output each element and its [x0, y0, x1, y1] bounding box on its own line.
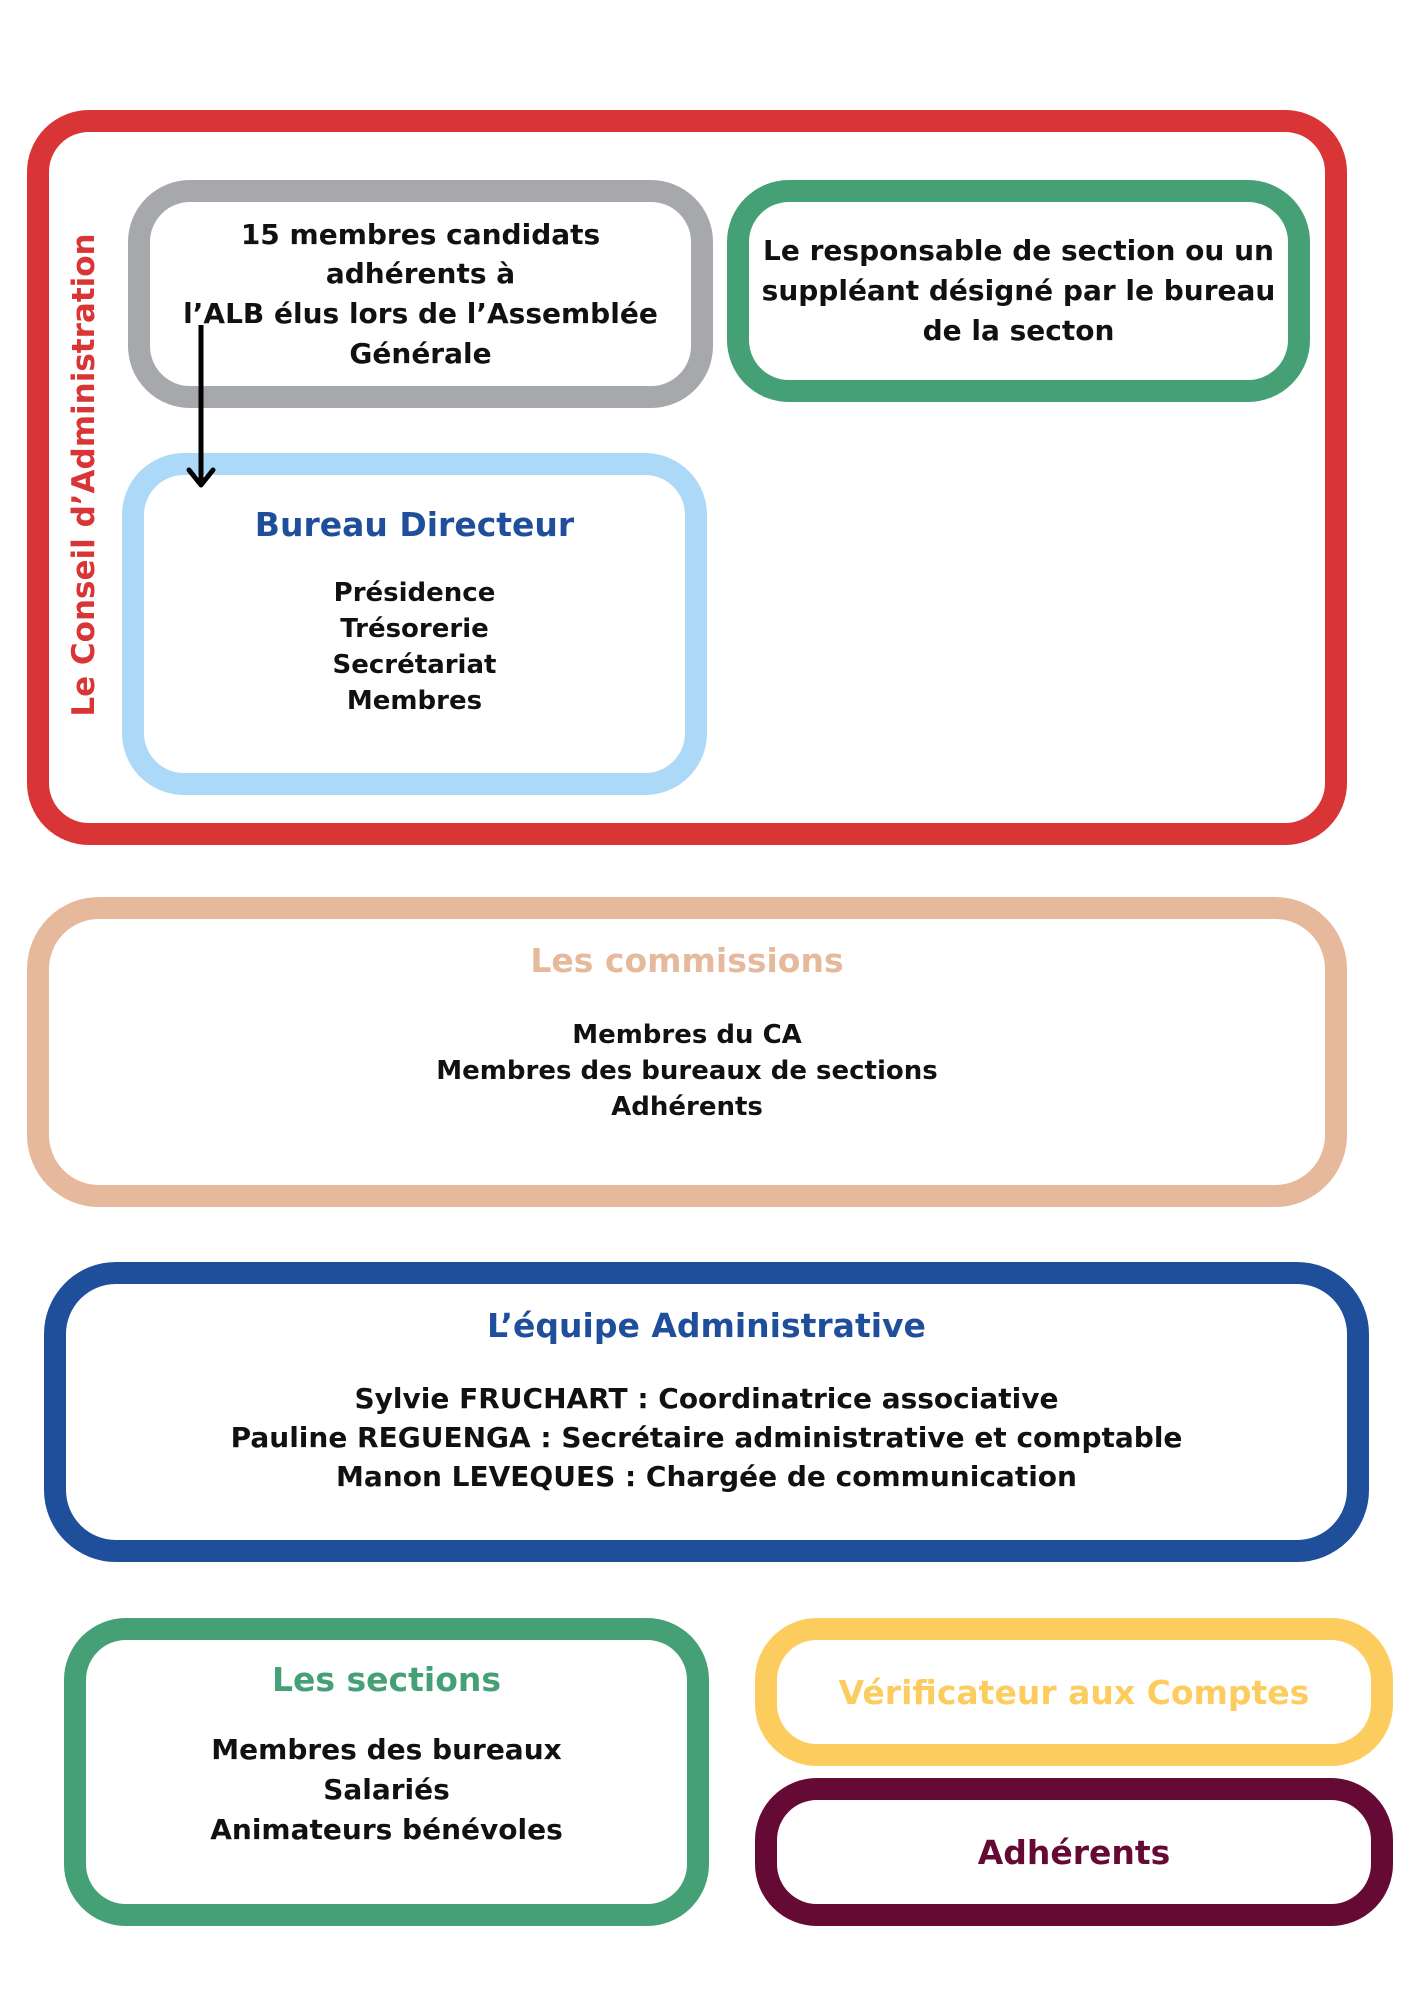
sections-item: Salariés	[323, 1773, 450, 1806]
bureau-item: Membres	[346, 686, 483, 716]
section-representative-line: Le responsable de section ou un	[763, 234, 1274, 268]
bureau-item: Présidence	[333, 578, 496, 608]
staff-member: Sylvie FRUCHART : Coordinatrice associative	[354, 1382, 1059, 1415]
section-representative-line: de la secton	[922, 313, 1115, 347]
section-representative-line: suppléant désigné par le bureau	[761, 274, 1276, 308]
commissions-box	[27, 897, 1347, 1207]
adherents-box	[755, 1778, 1393, 1926]
adherents-title: Adhérents	[977, 1832, 1171, 1872]
bureau-item: Secrétariat	[332, 650, 497, 680]
arrow-down-icon	[186, 325, 216, 490]
elected-members-line: Générale	[349, 336, 492, 370]
verificateur-box	[755, 1618, 1393, 1766]
commissions-item: Membres des bureaux de sections	[436, 1056, 938, 1086]
sections-item: Membres des bureaux	[211, 1733, 562, 1766]
bureau-directeur-title: Bureau Directeur	[254, 505, 575, 544]
sections-title: Les sections	[271, 1660, 502, 1699]
equipe-administrative-title: L’équipe Administrative	[487, 1306, 926, 1345]
commissions-list	[49, 1017, 1325, 1125]
staff-member: Manon LEVEQUES : Chargée de communication	[336, 1460, 1077, 1493]
commissions-title: Les commissions	[530, 941, 844, 980]
sections-list	[86, 1730, 687, 1850]
section-representative-box	[727, 180, 1310, 402]
elected-members-text	[150, 215, 691, 374]
commissions-item: Membres du CA	[572, 1020, 802, 1050]
staff-member: Pauline REGUENGA : Secrétaire administrative et comptable	[230, 1421, 1183, 1454]
equipe-administrative-list	[66, 1379, 1347, 1496]
elected-members-line: 15 membres candidats adhérents à	[240, 217, 601, 291]
sections-box	[64, 1618, 709, 1926]
sections-item: Animateurs bénévoles	[210, 1813, 563, 1846]
bureau-item: Trésorerie	[340, 614, 489, 644]
conseil-administration-label: Le Conseil d’Administration	[66, 233, 102, 717]
bureau-directeur-box	[122, 453, 707, 795]
equipe-administrative-box	[44, 1262, 1369, 1562]
section-representative-text	[752, 231, 1286, 350]
bureau-directeur-list	[144, 575, 685, 719]
elected-members-line: l’ALB élus lors de l’Assemblée	[183, 297, 658, 330]
commissions-item: Adhérents	[611, 1092, 763, 1122]
verificateur-title: Vérificateur aux Comptes	[838, 1672, 1310, 1712]
